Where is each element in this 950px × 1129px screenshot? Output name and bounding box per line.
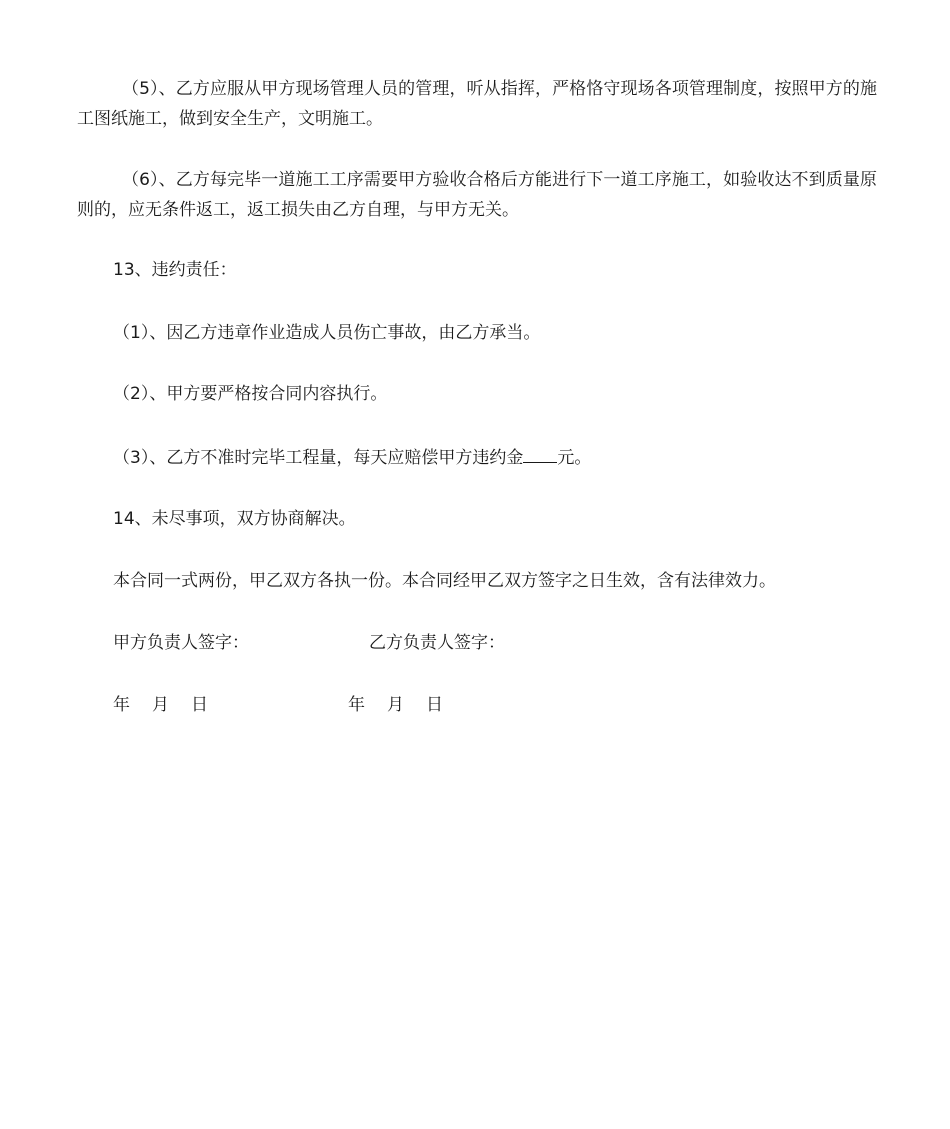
party-a-day-label: 日	[191, 695, 208, 715]
party-a-year-label: 年	[113, 695, 130, 715]
section-13-heading: 13、违约责任：	[113, 260, 237, 280]
party-b-month-label: 月	[387, 695, 404, 715]
clause-6-paragraph: （6）、乙方每完毕一道施工工序需要甲方验收合格后方能进行下一道工序施工，如验收达不到质量原则的，应无条件返工，返工损失由乙方自理，与甲方无关。	[77, 170, 877, 220]
party-b-day-label: 日	[426, 695, 443, 715]
closing-statement: 本合同一式两份，甲乙双方各执一份。本合同经甲乙双方签字之日生效，含有法律效力。	[113, 571, 776, 591]
section-13-item-3	[113, 444, 591, 471]
section-13-item-3-suffix: 元。	[557, 448, 592, 468]
date-row	[113, 692, 813, 718]
section-13-item-3-text: （3）、乙方不准时完毕工程量，每天应赔偿甲方违约金	[113, 448, 524, 468]
party-b-year-label: 年	[348, 695, 365, 715]
clause-5-paragraph: （5）、乙方应服从甲方现场管理人员的管理，听从指挥，严格恪守现场各项管理制度，按照甲方的施工图纸施工，做到安全生产，文明施工。	[77, 79, 877, 129]
section-14-text: 14、未尽事项，双方协商解决。	[113, 509, 356, 529]
signature-row	[113, 630, 813, 656]
party-a-date	[113, 692, 208, 718]
party-b-date	[348, 692, 443, 718]
party-a-month-label: 月	[152, 695, 169, 715]
section-13-item-2: （2）、甲方要严格按合同内容执行。	[113, 384, 388, 404]
section-13-item-1: （1）、因乙方违章作业造成人员伤亡事故，由乙方承当。	[113, 323, 541, 343]
party-b-signature-label: 乙方负责人签字：	[369, 633, 505, 653]
penalty-amount-blank	[523, 444, 557, 463]
party-a-signature-label: 甲方负责人签字：	[113, 633, 249, 653]
